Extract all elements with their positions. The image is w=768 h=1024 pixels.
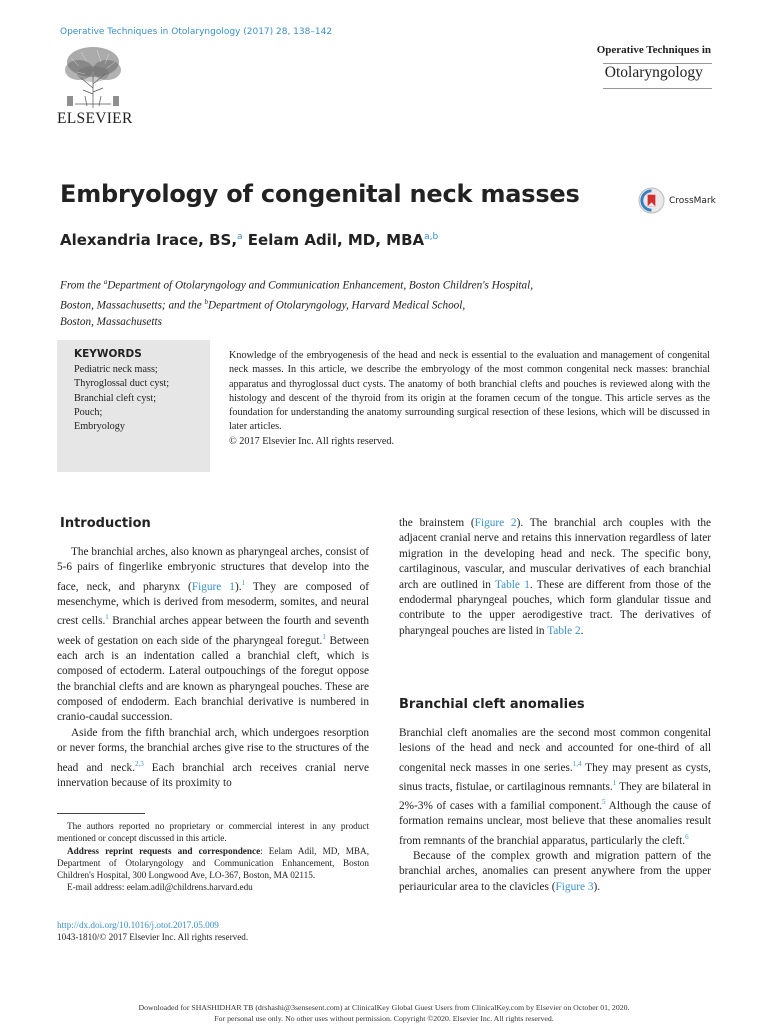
text: ).: [593, 880, 601, 893]
figure-link[interactable]: Figure 1: [191, 580, 235, 593]
footnote-divider: [57, 813, 145, 814]
publisher-name: ELSEVIER: [57, 110, 133, 127]
paragraph: [399, 849, 711, 895]
text: Each branchial arch receives cranial nerve innervation because of its proximity to: [57, 761, 369, 789]
footnote-correspondence: [57, 845, 369, 882]
citation-link[interactable]: 1: [241, 578, 246, 587]
section-heading-branchial-cleft: Branchial cleft anomalies: [399, 697, 585, 712]
footnotes: [57, 820, 369, 894]
crossmark-button[interactable]: [638, 187, 716, 214]
affiliations: [60, 274, 660, 331]
text: the brainstem (: [399, 517, 475, 529]
elsevier-tree-icon: [57, 44, 129, 110]
crossmark-label: CrossMark: [669, 195, 716, 206]
footnote-disclosure: The authors reported no proprietary or commercial interest in any product mentioned or concept discussed in this article.: [57, 821, 369, 844]
author-name: Alexandria Irace, BS,: [60, 231, 238, 249]
paragraph: [57, 726, 369, 791]
paragraph: [399, 726, 711, 849]
text: They are bilateral in 2%-3% of cases with a familial component.: [399, 780, 711, 812]
affil-text: From the: [60, 279, 104, 292]
text: The branchial arches, also known as pharyngeal arches, consist of 5-6 pairs of fingerlike embryonic structures that develop into the face, neck, and pharynx (: [57, 546, 369, 593]
keywords-title: KEYWORDS: [74, 348, 142, 360]
crossmark-icon: [638, 187, 665, 214]
affil-text: Boston, Massachusetts; and the: [60, 299, 205, 312]
masthead-divider: [603, 63, 712, 64]
figure-link[interactable]: Figure 3: [555, 880, 594, 893]
text: Branchial arches appear between the fourth and seventh week of gestation on each side of the pharyngeal foregut.: [57, 615, 369, 647]
journal-reference-link[interactable]: Operative Techniques in Otolaryngology (2017) 28, 138–142: [60, 27, 333, 37]
doi-link[interactable]: http://dx.doi.org/10.1016/j.otot.2017.05.009: [57, 920, 219, 930]
paragraph: [399, 516, 711, 639]
footnote-email: E-mail address: eelam.adil@childrens.harvard.edu: [67, 882, 253, 893]
text: They are composed of mesenchyme, which is derived from mesoderm, somites, and neural crest cells.: [57, 580, 370, 628]
text: Although the cause of formation remains unclear, most believe that these anomalies result from remnants of the branchial apparatus, particularly the cleft.: [399, 799, 711, 847]
text: .: [580, 624, 584, 637]
text: : Eelam Adil, MD, MBA, Department of Otolaryngology and Communication Enhancement, Boston Children's Hospital, 300 Longwood Ave, LO-367, Boston, MA 02115.: [57, 845, 369, 881]
abstract-copyright: © 2017 Elsevier Inc. All rights reserved.: [229, 435, 395, 447]
masthead-line1: Operative Techniques in: [596, 44, 711, 56]
doi-block: [57, 919, 248, 944]
text: Aside from the fifth branchial arch, which undergoes resorption or never forms, the branchial arches give rise to the structures of the head and neck.: [57, 726, 369, 774]
keywords-list: [74, 363, 169, 434]
text: ). The branchial arch couples with the adjacent cranial nerve and retains this innervation regardless of later migration in the developing head and neck. The specific bony, cartilaginous, vascular, and muscular derivatives of each branchial arch are outlined in: [399, 517, 712, 591]
download-notice-line2: For personal use only. No other uses without permission. Copyright ©2020. Elsevier Inc. All rights reserved.: [214, 1013, 554, 1023]
text: Branchial cleft anomalies are the second most common congenital lesions of the head and neck and accounted for one-third of all congenital neck masses in one series.: [399, 727, 711, 774]
keyword-item: Branchial cleft cyst;: [74, 392, 157, 404]
right-column-branchial-body: [399, 726, 711, 895]
citation-link[interactable]: 6: [685, 832, 689, 841]
text: ).: [234, 580, 242, 593]
table-link[interactable]: Table 2: [547, 624, 581, 637]
keyword-item: Embryology: [74, 421, 125, 433]
text: . These are different from those of the endodermal pharyngeal pouches, which form glandular tissue and contribute to the upper aerodigestive tract. The derivatives of pharyngeal pouches are listed in: [399, 578, 711, 637]
abstract-text: Knowledge of the embryogenesis of the head and neck is essential to the evaluation and management of congenital neck masses. In this article, we describe the embryology of the most common congenital neck masses: branchial apparatus and thyroglossal duct cysts. The anatomy of both branchial clefts and pouches is reviewed along with the histology and descent of the thyroid from its origin at the foramen cecum of the tongue. This article serves as the foundation for understanding the anatomy surrounding surgical resection of these lesions, which will be discussed in later articles.: [229, 350, 710, 433]
section-heading-introduction: Introduction: [60, 516, 151, 531]
affil-marker: a: [103, 278, 108, 286]
citation-link[interactable]: 1: [322, 632, 326, 641]
article-title: Embryology of congenital neck masses: [60, 180, 580, 208]
affil-text: Department of Otolaryngology and Communication Enhancement, Boston Children's Hospital,: [107, 279, 534, 292]
text: Because of the complex growth and migration pattern of the branchial arches, anomalies can present anywhere from the upper periauricular area to the clavicles (: [399, 849, 711, 893]
masthead-line2: Otolaryngology: [604, 64, 703, 81]
table-link[interactable]: Table 1: [495, 578, 530, 591]
author-name: Eelam Adil, MD, MBA: [247, 231, 425, 249]
abstract: [229, 349, 710, 449]
footnote-label: Address reprint requests and correspondence: [67, 845, 261, 856]
masthead-divider-bottom: [603, 88, 712, 89]
citation-link[interactable]: 1: [612, 778, 617, 787]
citation-link[interactable]: 2,3: [134, 759, 144, 768]
figure-link[interactable]: Figure 2: [474, 517, 517, 529]
text: They may present as cysts, sinus tracts, fistulae, or cartilaginous remnants.: [399, 761, 711, 793]
right-column-body: [399, 516, 711, 639]
author-list: [60, 231, 438, 249]
affil-text: Department of Otolaryngology, Harvard Medical School,: [208, 299, 466, 312]
issn-copyright: 1043-1810/© 2017 Elsevier Inc. All rights reserved.: [57, 932, 249, 943]
keyword-item: Pediatric neck mass;: [74, 364, 158, 375]
author-affiliation-marker[interactable]: a,b: [424, 232, 439, 242]
citation-link[interactable]: 1,4: [572, 759, 582, 768]
author-affiliation-marker[interactable]: a: [237, 232, 243, 242]
citation-link[interactable]: 5: [602, 798, 606, 807]
download-notice: [0, 1003, 768, 1024]
text: Between each arch is an indentation called a branchial cleft, which is composed of ectoderm. Lateral outpouchings of the foregut oppose the branchial clefts and are known as pharyngeal pouches. These are composed of endoderm. Each branchial derivative is numbered in cranio-caudal succession.: [57, 634, 369, 724]
affil-marker: b: [204, 298, 208, 307]
left-column-body: [57, 545, 369, 791]
citation-link[interactable]: 1: [105, 613, 109, 622]
affil-text: Boston, Massachusetts: [60, 316, 162, 329]
keyword-item: Thyroglossal duct cyst;: [74, 378, 170, 390]
elsevier-logo: [57, 44, 133, 128]
keyword-item: Pouch;: [74, 406, 103, 418]
download-notice-line1: Downloaded for SHASHIDHAR TB (drshashi@3sensesent.com) at ClinicalKey Global Guest Users from ClinicalKey.com by Elsevier on October 01, 2020.: [138, 1003, 630, 1012]
paragraph: [57, 545, 369, 726]
